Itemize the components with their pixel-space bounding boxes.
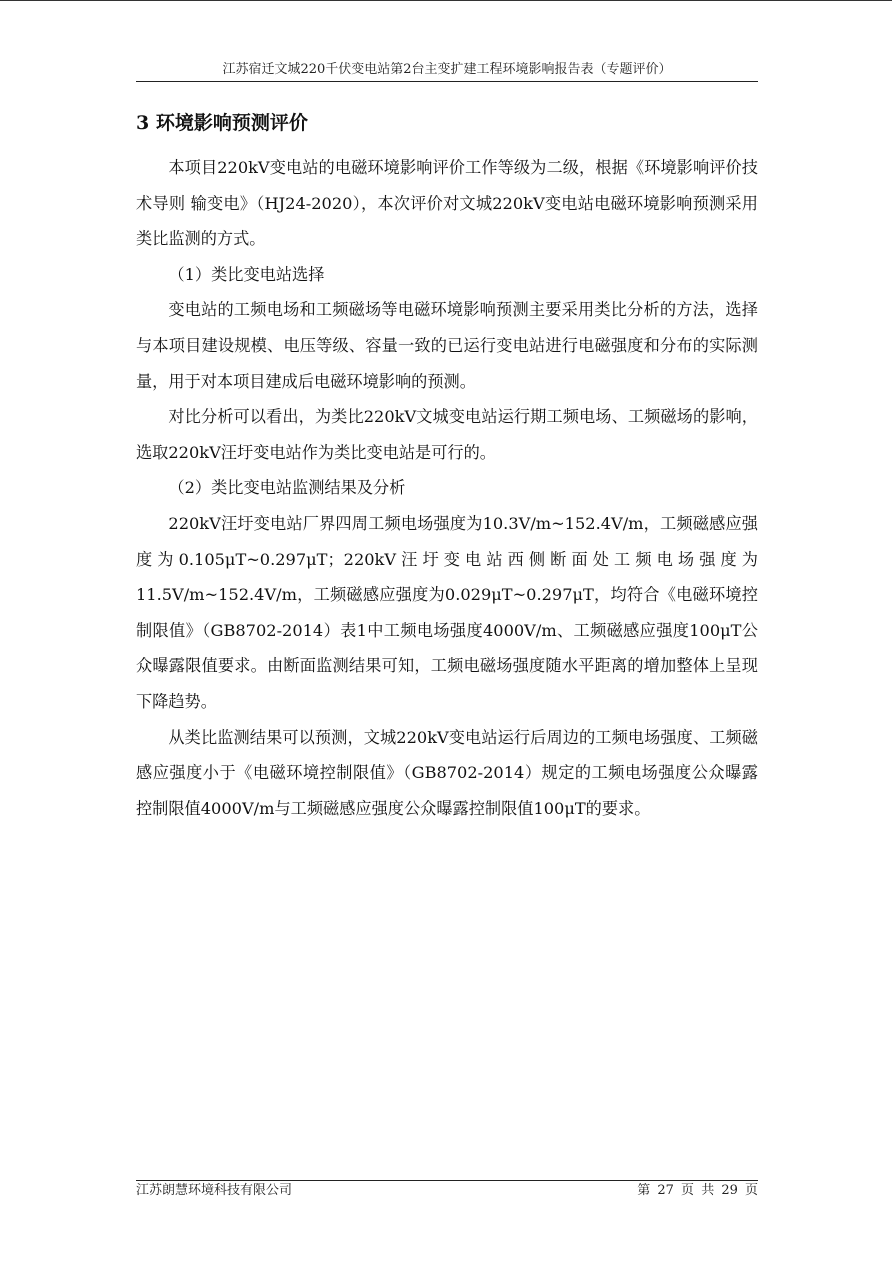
subheading-substation-selection: （1）类比变电站选择 [168,264,325,284]
footer-company: 江苏朗慧环境科技有限公司 [136,1183,293,1198]
subheading-monitoring-results: （2）类比变电站监测结果及分析 [168,478,406,498]
section-title: 3 环境影响预测评价 [136,112,308,134]
paragraph-comparison: 对比分析可以看出，为类比220kV文城变电站运行期工频电场、工频磁场的影响，选取220kV汪圩变电站作为类比变电站是可行的。 [136,407,758,462]
paragraph-intro: 本项目220kV变电站的电磁环境影响评价工作等级为二级，根据《环境影响评价技术导则 输变电》（HJ24-2020），本次评价对文城220kV变电站电磁环境影响预测采用类比监测的方式。 [136,158,758,249]
footer-page-number: 第 27 页 共 29 页 [637,1183,758,1198]
paragraph-method: 变电站的工频电场和工频磁场等电磁环境影响预测主要采用类比分析的方法，选择与本项目建设规模、电压等级、容量一致的已运行变电站进行电磁强度和分布的实际测量，用于对本项目建成后电磁环境影响的预测。 [136,300,758,391]
footer-divider [136,1180,758,1181]
header-divider [136,81,758,82]
top-border-line [0,0,892,1]
running-header: 江苏宿迁文城220千伏变电站第2台主变扩建工程环境影响报告表（专题评价） [222,62,672,77]
body-text [136,150,758,826]
paragraph-conclusion: 从类比监测结果可以预测，文城220kV变电站运行后周边的工频电场强度、工频磁感应强度小于《电磁环境控制限值》（GB8702-2014）规定的工频电场强度公众曝露控制限值4000V/m与工频磁感应强度公众曝露控制限值100μT的要求。 [136,727,758,818]
paragraph-results: 220kV汪圩变电站厂界四周工频电场强度为10.3V/m~152.4V/m，工频磁感应强度为0.105μT~0.297μT；220kV汪圩变电站西侧断面处工频电场强度为11.5V/m~152.4V/m，工频磁感应强度为0.029μT~0.297μT，均符合《电磁环境控制限值》（GB8702-2014）表1中工频电场强度4000V/m、工频磁感应强度100μT公众曝露限值要求。由断面监测结果可知，工频电磁场强度随水平距离的增加整体上呈现下降趋势。 [136,513,758,711]
